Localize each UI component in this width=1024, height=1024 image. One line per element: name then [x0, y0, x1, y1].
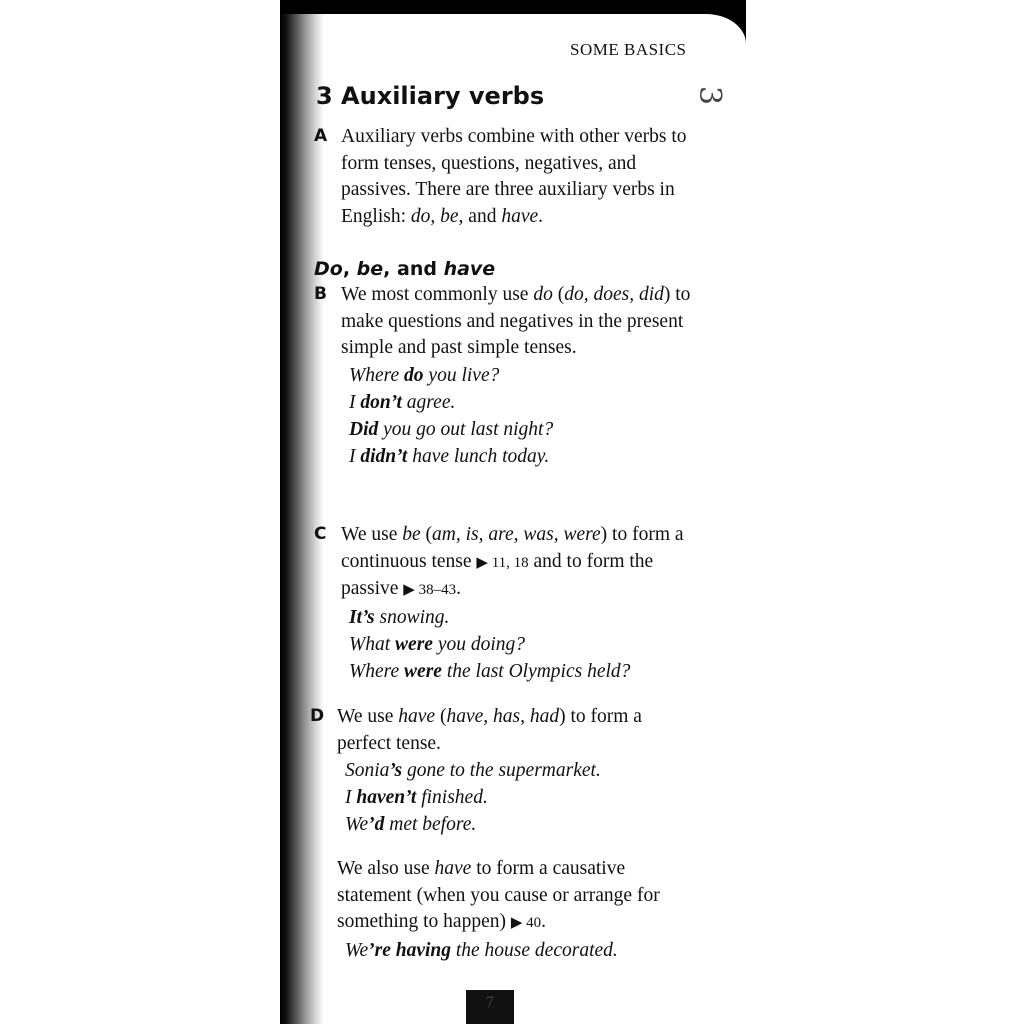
page-title: 3 Auxiliary verbs — [316, 82, 545, 110]
section-text-causative: We also use have to form a causative statement (when you cause or arrange for something to happen) ▶ 40. — [337, 858, 660, 932]
example-list-causative — [345, 937, 690, 964]
section-a — [314, 124, 694, 230]
example-sentence: I didn’t have lunch today. — [349, 445, 550, 467]
book-page — [280, 14, 746, 1024]
example-sentence: Where do you live? — [349, 364, 500, 386]
section-text: We use be (am, is, are, was, were) to form a continuous tense ▶ 11, 18 and to form the passive ▶ 38–43. — [341, 524, 684, 599]
section-letter: C — [314, 524, 327, 544]
section-text: We most commonly use do (do, does, did) to make questions and negatives in the present simple and past simple tenses. — [341, 284, 691, 358]
section-letter: B — [314, 284, 327, 304]
section-text: Auxiliary verbs combine with other verbs to form tenses, questions, negatives, and passives. There are three auxiliary verbs in English: do, be, and have. — [341, 126, 687, 227]
example-list — [345, 757, 690, 838]
page-number: 7 — [466, 990, 514, 1024]
section-c — [314, 522, 694, 685]
example-sentence: We’re having the house decorated. — [345, 939, 618, 961]
example-sentence: We’d met before. — [345, 814, 477, 835]
section-letter: A — [314, 126, 328, 146]
section-letter: D — [310, 706, 325, 726]
thumb-index-number: 3 — [692, 85, 728, 106]
example-sentence: What were you doing? — [349, 633, 526, 655]
example-sentence: I don’t agree. — [349, 391, 456, 413]
section-b — [314, 282, 694, 470]
subheading: Do, be, and have — [314, 258, 496, 280]
example-sentence: Sonia’s gone to the supermarket. — [345, 760, 601, 781]
section-d — [310, 704, 690, 964]
running-head: SOME BASICS — [570, 40, 687, 59]
example-sentence: I haven’t finished. — [345, 787, 488, 808]
example-sentence: It’s snowing. — [349, 606, 450, 628]
book-photo — [280, 0, 746, 1024]
example-sentence: Where were the last Olympics held? — [349, 660, 631, 682]
example-list — [349, 604, 694, 685]
section-text: We use have (have, has, had) to form a perfect tense. — [337, 706, 642, 754]
example-sentence: Did you go out last night? — [349, 418, 554, 440]
example-list — [349, 362, 694, 470]
